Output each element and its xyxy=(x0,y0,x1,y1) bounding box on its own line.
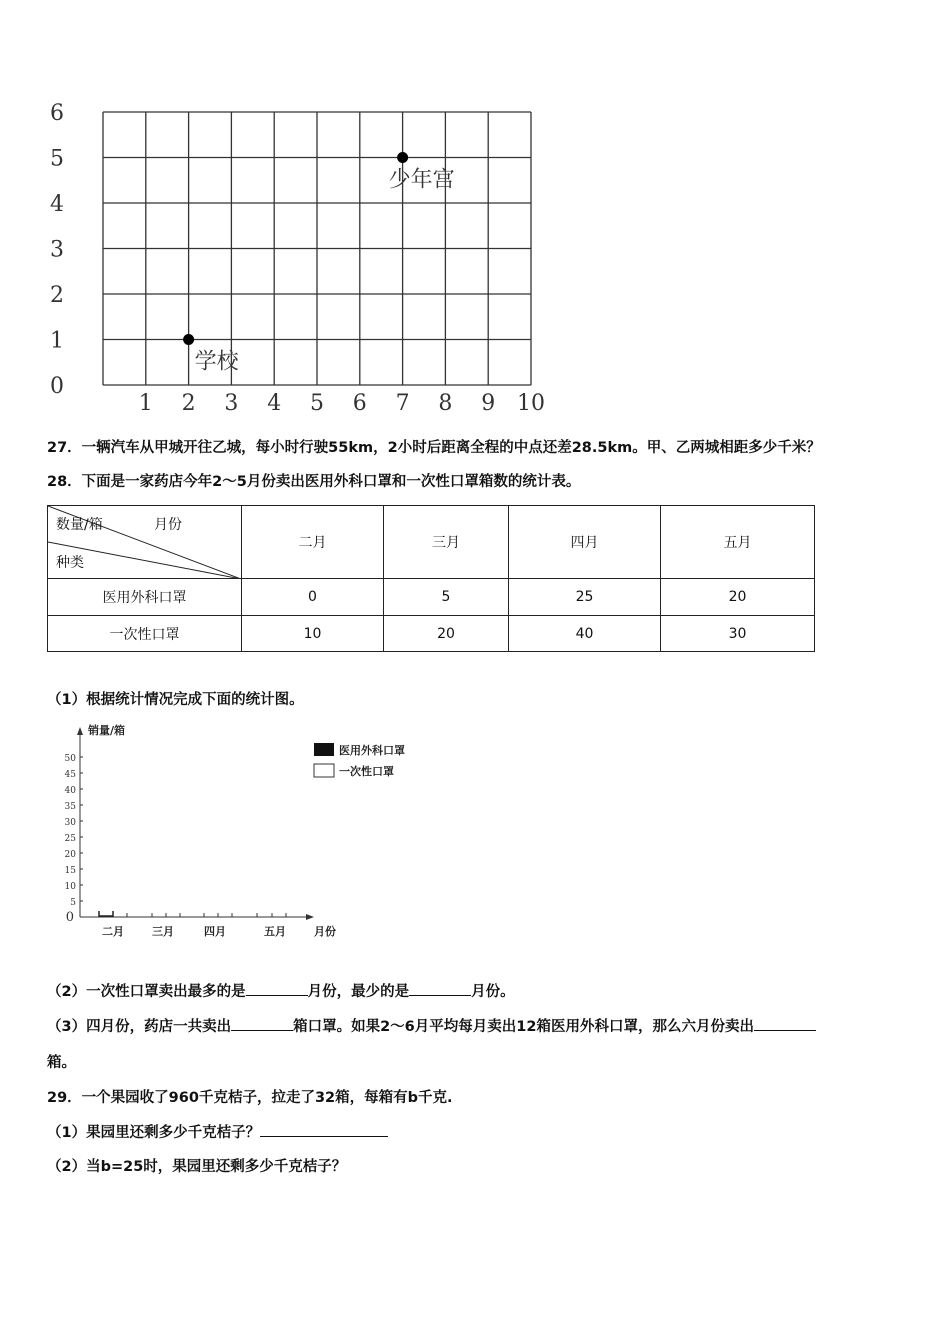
month-header: 二月 xyxy=(242,506,384,579)
y-tick-label: 0 xyxy=(65,910,74,925)
coordinate-grid xyxy=(0,0,560,420)
question-29-2: （2）当b=25时，果园里还剩多少千克桔子？ xyxy=(47,1159,347,1175)
y-tick-label: 30 xyxy=(64,818,76,828)
cell: 0 xyxy=(242,579,384,616)
cell: 10 xyxy=(242,616,384,652)
bar-outline xyxy=(99,911,113,917)
legend-label: 医用外科口罩 xyxy=(339,744,405,757)
y-tick-label: 20 xyxy=(64,850,76,860)
row-name: 医用外科口罩 xyxy=(48,579,242,616)
y-axis-label: 2 xyxy=(50,283,64,308)
question-29: 29．一个果园收了960千克桔子，拉走了32箱，每箱有b千克. xyxy=(47,1090,453,1106)
x-axis-label: 2 xyxy=(181,391,196,416)
x-axis-label: 7 xyxy=(395,391,410,416)
q28-2-text-a: （2）一次性口罩卖出最多的是 xyxy=(47,984,246,1000)
answer-blank[interactable] xyxy=(246,981,308,996)
x-axis-label: 8 xyxy=(438,391,453,416)
y-tick-label: 45 xyxy=(64,770,76,780)
legend-swatch-surgical xyxy=(314,743,334,756)
month-header: 四月 xyxy=(509,506,661,579)
y-axis-label: 0 xyxy=(50,374,64,399)
bar-chart xyxy=(50,715,430,950)
x-axis-arrow xyxy=(306,914,314,920)
x-category-label: 四月 xyxy=(204,925,226,938)
table-row xyxy=(48,579,815,616)
q28-2-text-b: 月份，最少的是 xyxy=(307,984,410,1000)
question-28-2 xyxy=(47,980,515,1001)
y-axis-label: 3 xyxy=(50,237,64,263)
point-marker xyxy=(183,334,194,345)
answer-blank[interactable] xyxy=(754,1016,816,1031)
y-axis-title: 销量/箱 xyxy=(88,724,126,737)
y-axis-label: 6 xyxy=(50,101,64,126)
question-28-1: （1）根据统计情况完成下面的统计图。 xyxy=(47,692,304,708)
x-axis-title: 月份 xyxy=(314,925,336,938)
y-tick-label: 25 xyxy=(64,834,76,844)
x-category-label: 三月 xyxy=(152,925,174,938)
question-28-3 xyxy=(47,1015,816,1036)
question-29-1 xyxy=(47,1121,388,1142)
answer-blank[interactable] xyxy=(260,1122,388,1137)
legend-label: 一次性口罩 xyxy=(339,765,394,778)
question-28: 28．下面是一家药店今年2～5月份卖出医用外科口罩和一次性口罩箱数的统计表。 xyxy=(47,474,581,490)
y-axis-label: 5 xyxy=(50,146,64,172)
x-category-label: 五月 xyxy=(264,925,286,938)
x-axis-label: 10 xyxy=(517,391,545,416)
x-axis-label: 3 xyxy=(224,391,239,416)
x-axis-label: 1 xyxy=(138,391,153,416)
point-label: 少年宫 xyxy=(388,167,455,193)
month-header: 五月 xyxy=(661,506,815,579)
x-axis-label: 5 xyxy=(310,391,324,416)
x-axis-label: 4 xyxy=(267,391,282,416)
row-name: 一次性口罩 xyxy=(48,616,242,652)
point-marker xyxy=(397,152,408,163)
y-tick-label: 40 xyxy=(64,786,76,796)
answer-blank[interactable] xyxy=(231,1016,293,1031)
cell: 5 xyxy=(384,579,509,616)
header-kind: 种类 xyxy=(56,555,84,571)
statistics-table xyxy=(47,505,815,652)
legend-swatch-disposable xyxy=(314,764,334,777)
y-tick-label: 35 xyxy=(64,802,76,812)
y-tick-label: 15 xyxy=(64,866,76,876)
q28-2-text-c: 月份。 xyxy=(471,984,515,1000)
x-axis-label: 9 xyxy=(481,391,496,416)
cell: 30 xyxy=(661,616,815,652)
x-category-label: 二月 xyxy=(102,925,124,938)
question-28-3-end: 箱。 xyxy=(47,1055,76,1071)
question-27: 27．一辆汽车从甲城开往乙城，每小时行驶55km，2小时后距离全程的中点还差28.5km。甲、乙两城相距多少千米？ xyxy=(47,440,821,456)
answer-blank[interactable] xyxy=(409,981,471,996)
y-tick-label: 5 xyxy=(70,898,76,908)
y-axis-label: 1 xyxy=(50,328,64,354)
diagonal-header-cell xyxy=(48,506,242,579)
month-header: 三月 xyxy=(384,506,509,579)
cell: 20 xyxy=(384,616,509,652)
q29-1-text: （1）果园里还剩多少千克桔子？ xyxy=(47,1125,261,1141)
cell: 25 xyxy=(509,579,661,616)
point-label: 学校 xyxy=(194,349,239,375)
table-row xyxy=(48,616,815,652)
x-axis-label: 6 xyxy=(352,391,367,416)
y-tick-label: 10 xyxy=(64,882,76,892)
y-axis-label: 4 xyxy=(50,192,64,217)
q28-3-text-a: （3）四月份，药店一共卖出 xyxy=(47,1019,232,1035)
q28-3-text-b: 箱口罩。如果2～6月平均每月卖出12箱医用外科口罩，那么六月份卖出 xyxy=(293,1019,754,1035)
y-axis-arrow xyxy=(77,727,83,735)
header-month: 月份 xyxy=(154,517,182,533)
cell: 20 xyxy=(661,579,815,616)
header-quantity: 数量/箱 xyxy=(56,517,103,533)
cell: 40 xyxy=(509,616,661,652)
y-tick-label: 50 xyxy=(64,754,76,764)
